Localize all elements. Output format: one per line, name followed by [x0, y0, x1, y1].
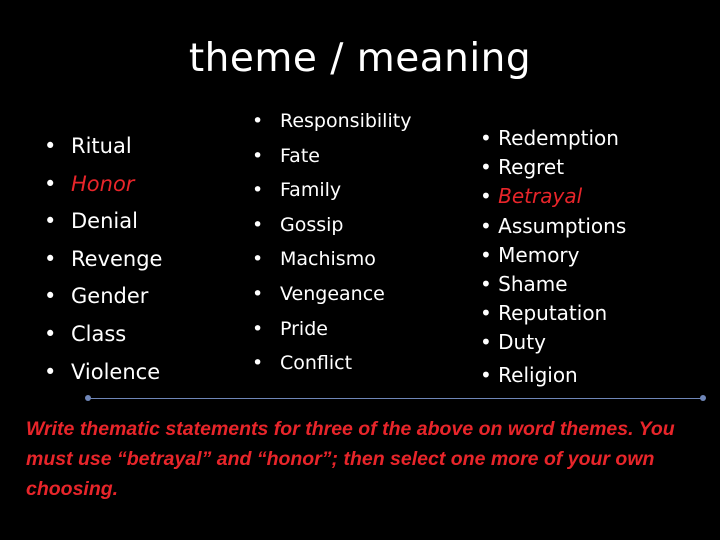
list-item: • Redemption [480, 126, 619, 150]
list-item: • Memory [480, 242, 580, 267]
list-item: • Regret [480, 155, 565, 180]
bullet-icon: • [480, 184, 499, 209]
list-item-label: Violence [71, 359, 161, 384]
bullet-icon: • [44, 284, 57, 309]
list-item-label: Gossip [280, 213, 344, 236]
theme-list-left [44, 128, 162, 391]
theme-list-middle [252, 104, 411, 381]
theme-list-right [480, 124, 626, 390]
list-item [252, 312, 411, 347]
bullet-icon: • [44, 321, 57, 346]
bullet-icon: • [252, 248, 264, 271]
list-item [44, 128, 162, 166]
list-item-label: Family [280, 179, 342, 202]
list-item-label: Ritual [71, 134, 132, 158]
list-item-label: Revenge [71, 246, 163, 271]
list-item-label: Denial [71, 209, 138, 234]
list-item [44, 354, 162, 392]
bullet-icon: • [44, 134, 57, 158]
list-item-label: Conflict [280, 352, 353, 375]
list-item [252, 346, 411, 381]
bullet-icon: • [252, 110, 264, 132]
bullet-icon: • [252, 179, 264, 202]
list-item-label: Fate [280, 144, 320, 167]
bullet-icon: • [44, 246, 57, 271]
list-item: • Religion [480, 362, 578, 387]
bullet-icon: • [44, 171, 57, 196]
slide-title: theme / meaning [188, 36, 532, 81]
list-item [44, 278, 162, 316]
bullet-icon: • [44, 209, 57, 234]
list-item-label-highlighted: Betrayal [498, 184, 583, 209]
list-item [480, 182, 626, 211]
list-item-label: Responsibility [280, 110, 412, 132]
list-item [252, 173, 411, 208]
list-item [44, 241, 162, 279]
bullet-icon: • [252, 352, 264, 375]
list-item [252, 139, 411, 174]
assignment-instructions: Write thematic statements for three of the above on word themes. You must use “betrayal” and “honor”; then select one more of your own choosing. [26, 418, 675, 500]
list-item-label: Vengeance [280, 282, 385, 305]
list-item [44, 166, 162, 204]
list-item-label-highlighted: Honor [71, 171, 135, 196]
list-item [44, 203, 162, 241]
list-item: • Shame [480, 271, 568, 296]
list-item-label: Gender [71, 284, 149, 309]
bullet-icon: • [252, 144, 264, 167]
list-item [252, 242, 411, 277]
bullet-icon: • [252, 282, 264, 305]
list-item [252, 208, 411, 243]
list-item: • Reputation [480, 301, 608, 326]
list-item-label: Pride [280, 317, 328, 340]
bullet-icon: • [44, 359, 57, 384]
list-item: • Assumptions [480, 213, 627, 238]
list-item: • Duty [480, 330, 546, 355]
list-item [44, 316, 162, 354]
list-item-label: Class [71, 321, 127, 346]
list-item [252, 277, 411, 312]
divider-line [88, 398, 703, 399]
bullet-icon: • [252, 317, 264, 340]
bullet-icon: • [252, 213, 264, 236]
list-item [252, 104, 411, 139]
list-item-label: Machismo [280, 248, 376, 271]
